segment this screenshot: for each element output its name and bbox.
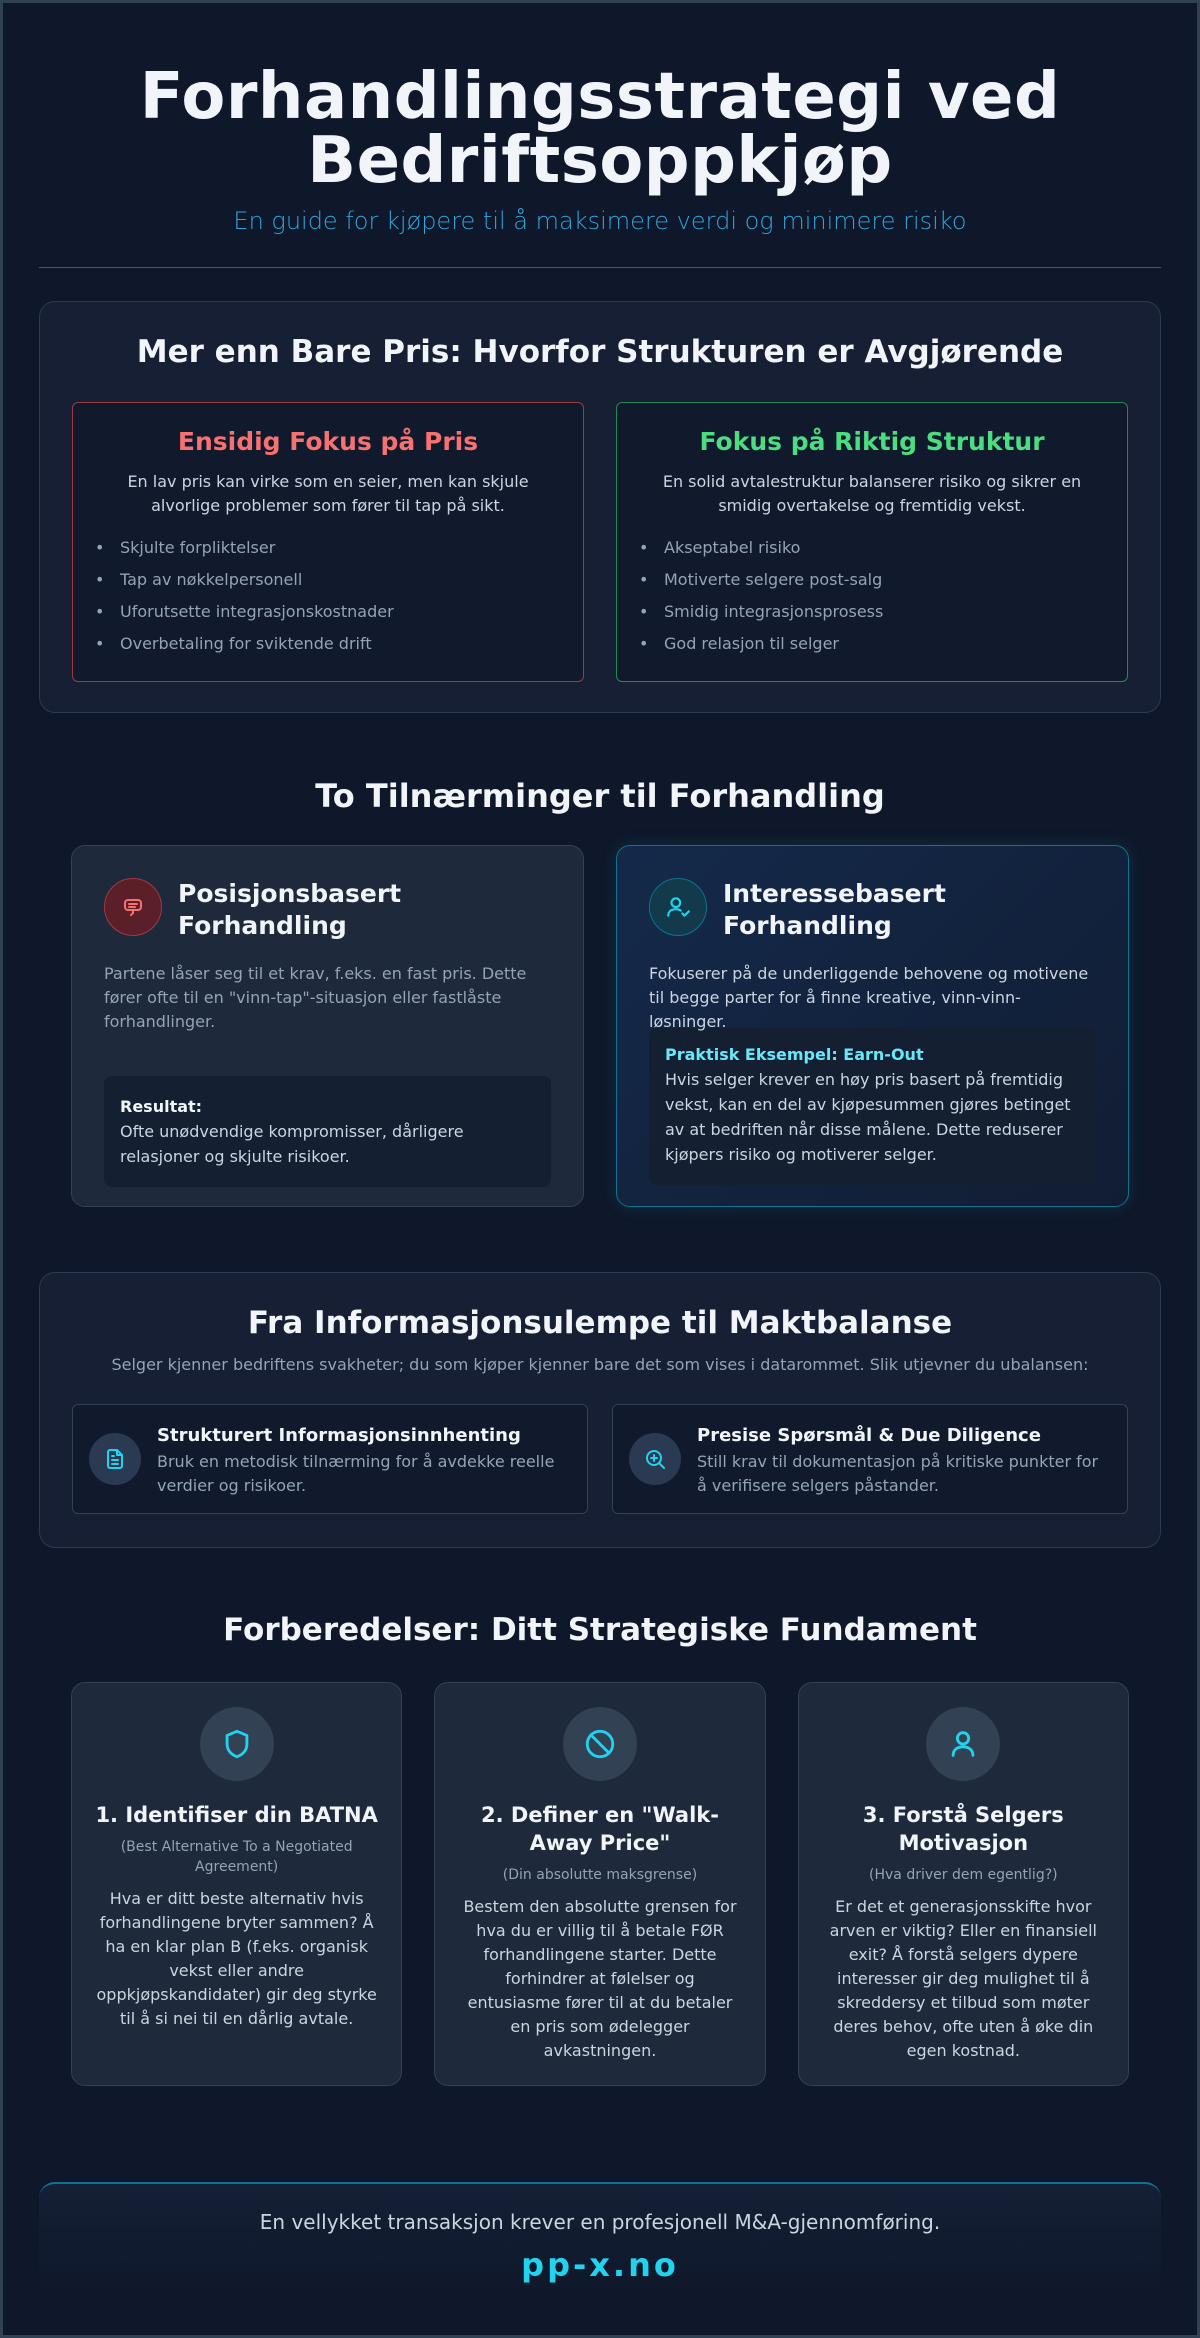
preparation-card-title: 2. Definer en "Walk-Away Price" xyxy=(481,1803,719,1855)
structure-focus-text: En solid avtalestruktur balanserer risiko og sikrer en smidig overtakelse og fremtidig vekst. xyxy=(662,472,1082,515)
list-item: • Motiverte selgere post-salg xyxy=(639,564,1105,596)
user-icon xyxy=(926,1707,1000,1781)
information-section xyxy=(39,1272,1161,1548)
positional-title: Posisjonsbasert Forhandling xyxy=(178,879,402,940)
information-card xyxy=(72,1404,588,1514)
result-text: Ofte unødvendige kompromisser, dårligere relasjoner og skjulte risikoer. xyxy=(120,1122,464,1166)
user-check-icon xyxy=(649,878,707,936)
preparation-card-note: (Din absolutte maksgrense) xyxy=(502,1867,698,1883)
list-item: • Smidig integrasjonsprosess xyxy=(639,596,1105,628)
shield-icon xyxy=(200,1707,274,1781)
document-icon xyxy=(89,1433,141,1485)
list-item: • Akseptabel risiko xyxy=(639,532,1105,564)
interest-text: Fokuserer på de underliggende behovene og motivene til begge parter for å finne kreative, vinn-vinn-løsninger. xyxy=(649,964,1089,1031)
earn-out-label: Praktisk Eksempel: Earn-Out xyxy=(665,1045,924,1064)
page-subtitle: En guide for kjøpere til å maksimere verdi og minimere risiko xyxy=(233,207,967,235)
interest-title: Interessebasert Forhandling xyxy=(723,879,946,940)
footer xyxy=(39,2182,1161,2298)
ban-icon xyxy=(563,1707,637,1781)
footer-brand-link[interactable]: pp-x.no xyxy=(521,2246,679,2284)
magnifier-plus-icon xyxy=(629,1433,681,1485)
positional-text: Partene låser seg til et krav, f.eks. en fast pris. Dette fører ofte til en "vinn-tap"-situasjon eller fastlåste forhandlinger. xyxy=(104,964,527,1031)
information-card xyxy=(612,1404,1128,1514)
footer-text: En vellykket transaksjon krever en profesjonell M&A-gjennomføring. xyxy=(259,2210,941,2234)
list-item: • God relasjon til selger xyxy=(639,628,1105,660)
information-title: Fra Informasjonsulempe til Maktbalanse xyxy=(247,1305,953,1341)
preparation-card-text: Er det et generasjonsskifte hvor arven er viktig? Eller en finansiell exit? Å forstå selgers dypere interesser gir deg mulighet til å skreddersy et tilbud som møter deres behov, ofte uten å øke din egen kostnad. xyxy=(829,1897,1097,2060)
preparation-card-note: (Hva driver dem egentlig?) xyxy=(869,1867,1058,1883)
list-item: • Uforutsette integrasjonskostnader xyxy=(95,596,561,628)
positional-card xyxy=(71,845,584,1207)
preparation-card-text: Bestem den absolutte grensen for hva du er villig til å betale FØR forhandlingene starter. Dette forhindrer at følelser og entusiasme fører til at du betaler en pris som ødelegger avkastningen. xyxy=(463,1897,737,2060)
structure-focus-list xyxy=(639,532,1105,660)
page-title: Forhandlingsstrategi ved Bedriftsoppkjøp xyxy=(139,60,1061,198)
price-focus-card xyxy=(72,402,584,682)
price-focus-title: Ensidig Fokus på Pris xyxy=(177,427,479,456)
structure-focus-title: Fokus på Riktig Struktur xyxy=(699,427,1045,456)
list-item: • Tap av nøkkelpersonell xyxy=(95,564,561,596)
hero-divider xyxy=(39,267,1161,268)
preparation-card-note: (Best Alternative To a Negotiated Agreement) xyxy=(120,1839,353,1875)
interest-card xyxy=(616,845,1129,1207)
information-card-title: Presise Spørsmål & Due Diligence xyxy=(697,1425,1041,1446)
preparation-card-title: 3. Forstå Selgers Motivasjon xyxy=(862,1803,1064,1855)
earn-out-text: Hvis selger krever en høy pris basert på fremtidig vekst, kan en del av kjøpesummen gjøres betinget av at bedriften når disse målene. Dette reduserer kjøpers risiko og motiverer selger. xyxy=(665,1070,1071,1164)
information-intro: Selger kjenner bedriftens svakheter; du som kjøper kjenner bare det som vises i datarommet. Slik utjevner du ubalansen: xyxy=(111,1355,1089,1374)
speech-bubble-icon xyxy=(104,878,162,936)
preparation-title: Forberedelser: Ditt Strategiske Fundament xyxy=(223,1612,977,1648)
price-focus-text: En lav pris kan virke som en seier, men kan skjule alvorlige problemer som fører til tap på sikt. xyxy=(127,472,529,515)
price-focus-list xyxy=(95,532,561,660)
preparation-card-title: 1. Identifiser din BATNA xyxy=(95,1803,378,1827)
information-card-text: Bruk en metodisk tilnærming for å avdekke reelle verdier og risikoer. xyxy=(157,1452,555,1495)
hero xyxy=(39,3,1161,268)
preparation-card xyxy=(798,1682,1129,2086)
result-label: Resultat: xyxy=(120,1097,203,1116)
structure-title: Mer enn Bare Pris: Hvorfor Strukturen er Avgjørende xyxy=(136,334,1064,370)
approaches-section xyxy=(39,777,1161,1207)
approaches-title: To Tilnærminger til Forhandling xyxy=(315,777,885,815)
list-item: • Overbetaling for sviktende drift xyxy=(95,628,561,660)
preparation-card-text: Hva er ditt beste alternativ hvis forhandlingene bryter sammen? Å ha en klar plan B (f.eks. organisk vekst eller andre oppkjøpskandidater) gir deg styrke til å si nei til en dårlig avtale. xyxy=(96,1889,377,2028)
positional-result-box xyxy=(104,1076,551,1187)
structure-section xyxy=(39,301,1161,713)
preparation-card xyxy=(434,1682,765,2086)
preparation-section xyxy=(39,1612,1161,2086)
information-card-text: Still krav til dokumentasjon på kritiske punkter for å verifisere selgers påstander. xyxy=(697,1452,1099,1495)
structure-focus-card xyxy=(616,402,1128,682)
list-item: • Skjulte forpliktelser xyxy=(95,532,561,564)
information-card-title: Strukturert Informasjonsinnhenting xyxy=(157,1425,521,1446)
preparation-card xyxy=(71,1682,402,2086)
earn-out-example-box xyxy=(649,1028,1096,1185)
